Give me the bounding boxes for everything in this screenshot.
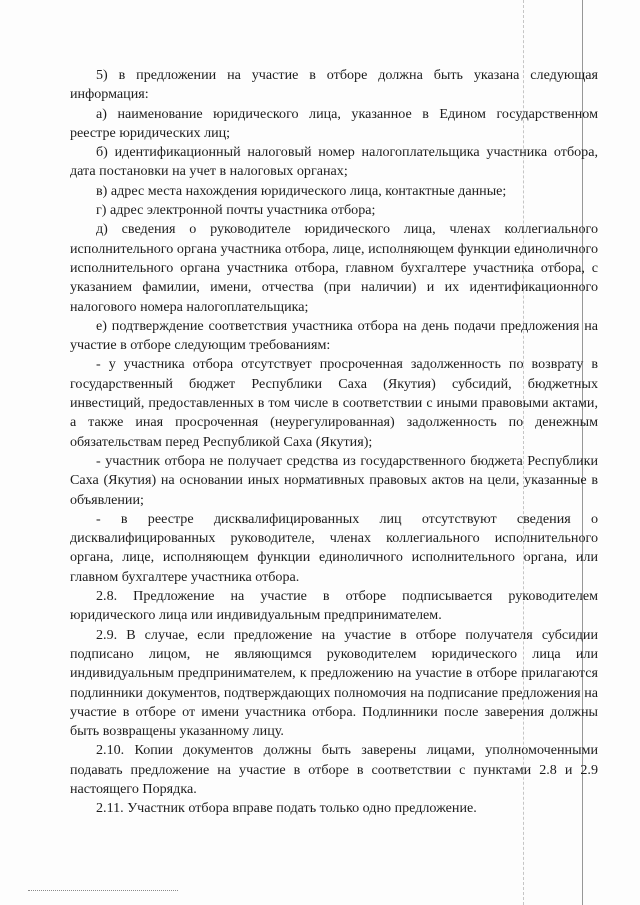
paragraph-5e: е) подтверждение соответствия участника отбора на день подачи предложения на участие в отборе следующим требованиям:: [70, 317, 598, 354]
section-2-9: 2.9. В случае, если предложение на участие в отборе получателя субсидии подписано лицом, не являющимся руководителем юридического лица или индивидуальным предпринимателем, к предложению на участие в отборе прилагаются подлинники документов, подтверждающих полномочия на подписание предложения на участие в отборе от имени участника отбора. Подлинники после заверения должны быть возвращены указанному лицу.: [70, 626, 598, 740]
section-2-8: 2.8. Предложение на участие в отборе подписывается руководителем юридического лица или индивидуальным предпринимателем.: [70, 588, 598, 624]
paragraph-5g: г) адрес электронной почты участника отбора;: [96, 202, 376, 219]
section-2-10: 2.10. Копии документов должны быть заверены лицами, уполномоченными подавать предложение на участие в отборе в соответствии с пунктами 2.8 и 2.9 настоящего Порядка.: [70, 742, 598, 797]
paragraph-5-intro: 5) в предложении на участие в отборе должна быть указана следующая информация:: [70, 67, 598, 103]
paragraph-5d: д) сведения о руководителе юридического лица, членах коллегиального исполнительного органа участника отбора, лице, исполняющем функции единоличного исполнительного органа участника отбора, главном бухгалтере участника отбора, с указанием фамилии, имени, отчества (при наличии) и их идентификационного налогового номера налогоплательщика;: [70, 221, 598, 315]
paragraph-5a: а) наименование юридического лица, указанное в Едином государственном реестре юридических лиц;: [70, 105, 598, 141]
paragraph-5b: б) идентификационный налоговый номер налогоплательщика участника отбора, дата постановки на учет в налоговых органах;: [70, 144, 598, 180]
document-body: [70, 66, 598, 819]
paragraph-5v: в) адрес места нахождения юридического лица, контактные данные;: [96, 182, 507, 199]
requirement-no-funds: - участник отбора не получает средства из государственного бюджета Республики Саха (Якутия) на основании иных нормативных правовых актов на цели, указанные в объявлении;: [70, 452, 598, 508]
requirement-no-debt: - у участника отбора отсутствует просроченная задолженность по возврату в государственный бюджет Республики Саха (Якутия) субсидий, бюджетных инвестиций, предоставленных в том числе в соответствии с иными правовыми актами, а также иная просроченная (неурегулированная) задолженность по денежным обязательствам перед Республикой Саха (Якутия);: [70, 356, 598, 450]
requirement-no-disqualification: - в реестре дисквалифицированных лиц отсутствуют сведения о дисквалифицированных руководителе, членах коллегиального исполнительного органа, лице, исполняющем функции единоличного исполнительного органа, или главном бухгалтере участника отбора.: [70, 510, 598, 585]
section-2-11: 2.11. Участник отбора вправе подать только одно предложение.: [96, 800, 477, 817]
scan-bottom-mark: [28, 890, 178, 891]
